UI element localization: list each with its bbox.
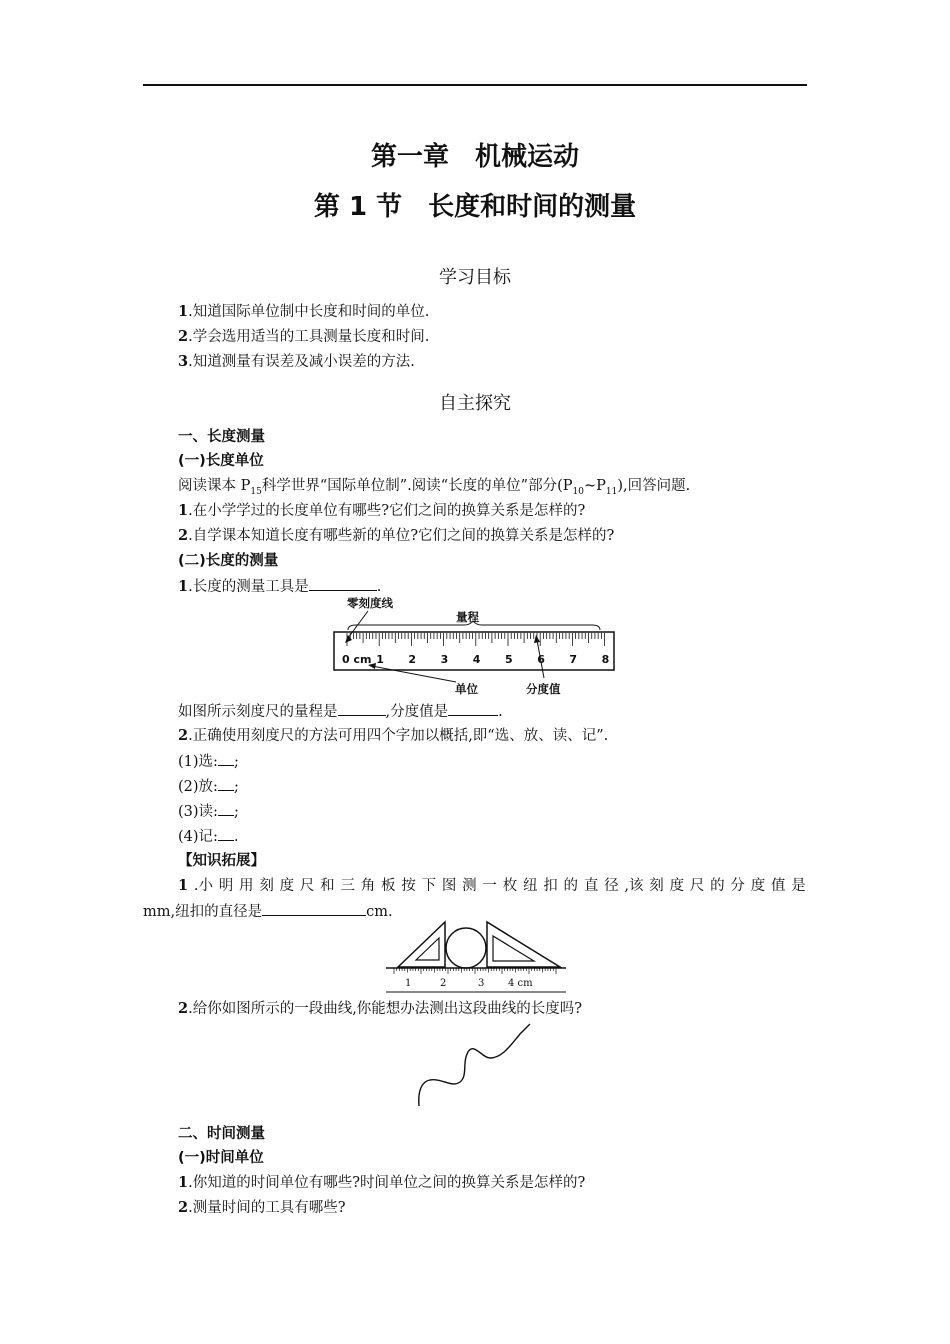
ruler-tick-label: 2 bbox=[408, 653, 417, 666]
question: 1.长度的测量工具是 . bbox=[178, 578, 382, 595]
question-char: 三 bbox=[340, 878, 355, 894]
question-char: 的 bbox=[710, 878, 725, 894]
sub2-heading: (二)长度的测量 bbox=[178, 553, 279, 569]
ruler-tick-label: 8 bbox=[601, 653, 610, 666]
question: 1.你知道的时间单位有哪些?时间单位之间的换算关系是怎样的? bbox=[178, 1174, 586, 1191]
question-char: 尺 bbox=[299, 878, 315, 894]
question-char: 用 bbox=[239, 878, 254, 894]
ruler2-tick-label: 4 cm bbox=[508, 978, 533, 989]
question-char: 枚 bbox=[502, 878, 518, 894]
curve-figure bbox=[410, 1022, 540, 1112]
ruler2-tick-label: 3 bbox=[478, 978, 485, 989]
part2-heading: 二、时间测量 bbox=[178, 1126, 265, 1142]
question: 2.给你如图所示的一段曲线,你能想办法测出这段曲线的长度吗? bbox=[178, 1000, 583, 1017]
question-char: ,该 bbox=[624, 878, 644, 894]
question-char: 板 bbox=[381, 878, 396, 894]
question-char: 按 bbox=[401, 878, 416, 894]
explore-heading: 自主探究 bbox=[439, 393, 511, 414]
answer-blank[interactable] bbox=[218, 826, 234, 841]
answer-blank[interactable] bbox=[218, 751, 234, 766]
triangle-ruler-figure bbox=[384, 918, 568, 994]
ruler-label-zero: 零刻度线 bbox=[347, 596, 393, 610]
question-char: 是 bbox=[791, 878, 806, 894]
extension-question-line1: 1 .小 明 用 刻 度 尺 和 三 角 板 按 下 图 测 一 枚 纽 扣 的 直 径 ,该 刻 度 尺 的 分 度 值 是 bbox=[178, 877, 806, 894]
answer-blank[interactable] bbox=[218, 776, 234, 791]
curve-line bbox=[419, 1024, 530, 1106]
question-char: 度 bbox=[669, 878, 685, 894]
ruler-tick-label: 5 bbox=[505, 653, 513, 666]
button-circle bbox=[446, 928, 486, 968]
question: 2.自学课本知道长度有哪些新的单位?它们之间的换算关系是怎样的? bbox=[178, 527, 615, 544]
reading-instruction: 阅读课本 $P_{15}$科学世界“国际单位制”.阅读“长度的单位”部分$(P_{10}\sim P_{11})$,回答问题. bbox=[178, 478, 691, 497]
ruler-label-division: 分度值 bbox=[526, 682, 561, 696]
extension-question-line2: mm,纽扣的直径是 cm. bbox=[143, 901, 393, 922]
ruler-tick-label: 3 bbox=[440, 653, 449, 666]
chapter-title: 第一章 机械运动 bbox=[370, 142, 579, 172]
question-char: .小 bbox=[193, 878, 213, 894]
time-sub1-heading: (一)时间单位 bbox=[178, 1150, 264, 1166]
question: 2.正确使用刻度尺的方法可用四个字加以概括,即“选、放、读、记”. bbox=[178, 727, 609, 744]
question-char: 径 bbox=[604, 878, 619, 894]
question-char: 的 bbox=[563, 878, 579, 894]
ruler-tick-label: 0 cm bbox=[342, 653, 372, 666]
extension-heading: 【知识拓展】 bbox=[178, 853, 265, 869]
step-item: (2)放: ; bbox=[178, 776, 239, 797]
question-char: 刻 bbox=[649, 878, 664, 894]
answer-blank[interactable] bbox=[309, 576, 377, 591]
range-question: 如图所示刻度尺的量程是 ,分度值是 . bbox=[178, 701, 503, 722]
question-char: 直 bbox=[583, 878, 599, 894]
header-rule bbox=[143, 84, 807, 86]
ruler-tick-label: 6 bbox=[537, 653, 545, 666]
question: 2.测量时间的工具有哪些? bbox=[178, 1199, 346, 1216]
answer-blank[interactable] bbox=[218, 801, 234, 816]
answer-blank[interactable] bbox=[448, 701, 498, 716]
step-item: (4)记: . bbox=[178, 826, 239, 847]
ruler2-tick-label: 1 bbox=[405, 978, 412, 989]
question-char: 分 bbox=[730, 878, 745, 894]
question-char: 扣 bbox=[543, 878, 558, 894]
answer-blank[interactable] bbox=[338, 701, 386, 716]
ruler-tick-label: 7 bbox=[569, 653, 578, 666]
question-char: 度 bbox=[279, 878, 295, 894]
goal-item: 1.知道国际单位制中长度和时间的单位. bbox=[178, 303, 430, 320]
question-char: 尺 bbox=[689, 878, 705, 894]
question-char: 纽 bbox=[522, 878, 538, 894]
ruler2-tick-label: 2 bbox=[440, 978, 447, 989]
ruler-label-unit: 单位 bbox=[455, 682, 478, 696]
goal-item: 2.学会选用适当的工具测量长度和时间. bbox=[178, 328, 430, 345]
part1-heading: 一、长度测量 bbox=[178, 429, 265, 445]
question-char: 一 bbox=[482, 878, 497, 894]
question-char: 明 bbox=[218, 878, 234, 894]
ruler-label-range: 量程 bbox=[456, 610, 479, 624]
question-char: 刻 bbox=[259, 878, 274, 894]
ruler-tick-label: 4 bbox=[472, 653, 481, 666]
question: 1.在小学学过的长度单位有哪些?它们之间的换算关系是怎样的? bbox=[178, 502, 586, 519]
ruler-figure bbox=[328, 594, 620, 698]
goal-item: 3.知道测量有误差及减小误差的方法. bbox=[178, 353, 415, 370]
section-title: 第 1 节 长度和时间的测量 bbox=[313, 192, 637, 222]
question-char: 测 bbox=[462, 878, 477, 894]
question-char: 值 bbox=[770, 878, 786, 894]
answer-blank[interactable] bbox=[262, 901, 366, 916]
sub1-heading: (一)长度单位 bbox=[178, 453, 264, 469]
question-char: 和 bbox=[320, 878, 335, 894]
step-item: (1)选: ; bbox=[178, 751, 239, 772]
question-char: 下 bbox=[421, 878, 437, 894]
step-item: (3)读: ; bbox=[178, 801, 239, 822]
question-char: 度 bbox=[750, 878, 766, 894]
goals-heading: 学习目标 bbox=[439, 267, 511, 288]
question-char: 角 bbox=[360, 878, 376, 894]
ruler-tick-label: 1 bbox=[376, 653, 384, 666]
question-char: 图 bbox=[441, 878, 457, 894]
